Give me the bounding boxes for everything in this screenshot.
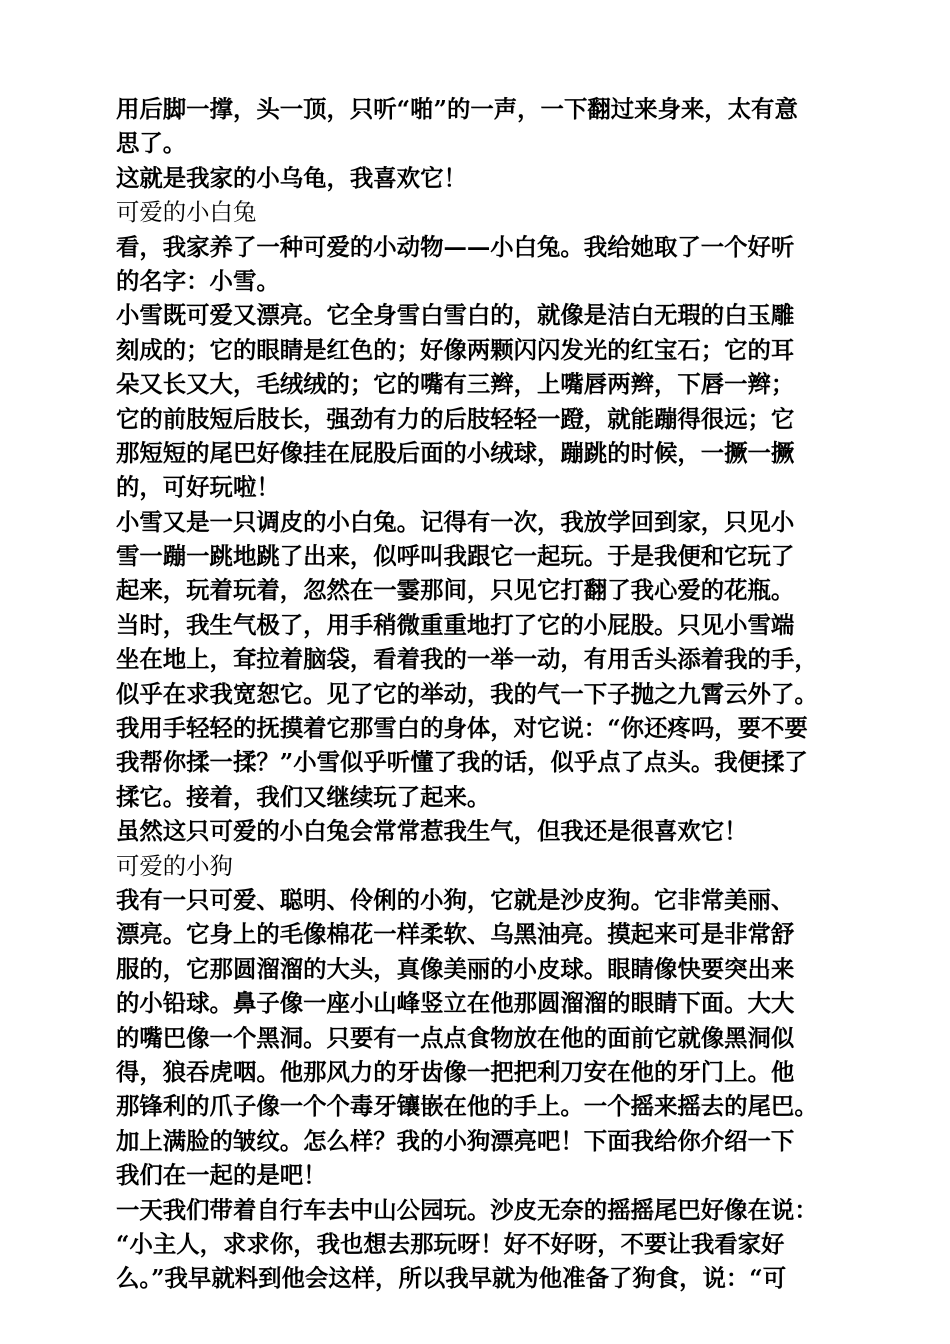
- text-line: 起来，玩着玩着，忽然在一霎那间，只见它打翻了我心爱的花瓶。: [116, 576, 795, 605]
- text-line: 我帮你揉一揉？”小雪似乎听懂了我的话，似乎点了点头。我便揉了: [116, 748, 808, 777]
- text-line: 雪一蹦一跳地跳了出来，似呼叫我跟它一起玩。于是我便和它玩了: [116, 542, 795, 571]
- text-line: 这就是我家的小乌龟，我喜欢它！: [116, 163, 467, 192]
- text-line: 的名字：小雪。: [116, 266, 280, 295]
- text-line: 朵又长又大，毛绒绒的；它的嘴有三辫，上嘴唇两辫，下唇一辫；: [116, 370, 795, 399]
- text-line: 的小铅球。鼻子像一座小山峰竖立在他那圆溜溜的眼睛下面。大大: [116, 989, 795, 1018]
- text-line: 的，可好玩啦！: [116, 473, 280, 502]
- text-line: “小主人，求求你，我也想去那玩呀！好不好呀，不要让我看家好: [116, 1229, 785, 1258]
- text-line: 似乎在求我宽恕它。见了它的举动，我的气一下子抛之九霄云外了。: [116, 679, 818, 708]
- text-line: 坐在地上，耷拉着脑袋，看着我的一举一动，有用舌头添着我的手，: [116, 645, 818, 674]
- text-line: 用后脚一撑，头一顶，只听“啪”的一声，一下翻过来身来，太有意: [116, 95, 798, 123]
- text-line: 虽然这只可爱的小白兔会常常惹我生气，但我还是很喜欢它！: [116, 817, 748, 846]
- section-title: 可爱的小狗: [116, 851, 233, 880]
- section-title: 可爱的小白兔: [116, 198, 257, 227]
- text-line: 的嘴巴像一个黑洞。只要有一点点食物放在他的面前它就像黑洞似: [116, 1023, 795, 1052]
- text-line: 服的，它那圆溜溜的大头，真像美丽的小皮球。眼睛像快要突出来: [116, 954, 795, 983]
- text-line: 漂亮。它身上的毛像棉花一样柔软、乌黑油亮。摸起来可是非常舒: [116, 920, 795, 949]
- text-line: 看，我家养了一种可爱的小动物——小白兔。我给她取了一个好听: [116, 232, 795, 261]
- text-line: 得，狼吞虎咽。他那风力的牙齿像一把把利刀安在他的牙门上。他: [116, 1057, 795, 1086]
- text-line: 我用手轻轻的抚摸着它那雪白的身体，对它说：“你还疼吗，要不要: [116, 714, 808, 743]
- text-line: 那短短的尾巴好像挂在屁股后面的小绒球，蹦跳的时候，一撅一撅: [116, 438, 795, 467]
- text-line: 揉它。接着，我们又继续玩了起来。: [116, 782, 491, 811]
- document-body: [116, 92, 836, 1296]
- text-line: 我们在一起的是吧！: [116, 1161, 327, 1190]
- text-line: 思了。: [116, 129, 187, 158]
- text-line: 一天我们带着自行车去中山公园玩。沙皮无奈的摇摇尾巴好像在说：: [116, 1195, 818, 1224]
- text-line: 加上满脸的皱纹。怎么样？我的小狗漂亮吧！下面我给你介绍一下: [116, 1126, 795, 1155]
- text-line: 小雪又是一只调皮的小白兔。记得有一次，我放学回到家，只见小: [116, 507, 795, 536]
- text-line: 当时，我生气极了，用手稍微重重地打了它的小屁股。只见小雪端: [116, 610, 795, 639]
- text-line: 刻成的；它的眼睛是红色的；好像两颗闪闪发光的红宝石；它的耳: [116, 335, 795, 364]
- text-line: 么。”我早就料到他会这样，所以我早就为他准备了狗食，说：“可: [116, 1264, 787, 1293]
- text-line: 小雪既可爱又漂亮。它全身雪白雪白的，就像是洁白无瑕的白玉雕: [116, 301, 795, 330]
- text-line: 它的前肢短后肢长，强劲有力的后肢轻轻一蹬，就能蹦得很远；它: [116, 404, 795, 433]
- text-line: 那锋利的爪子像一个个毒牙镶嵌在他的手上。一个摇来摇去的尾巴。: [116, 1092, 818, 1121]
- text-line: 我有一只可爱、聪明、伶俐的小狗，它就是沙皮狗。它非常美丽、: [116, 885, 795, 914]
